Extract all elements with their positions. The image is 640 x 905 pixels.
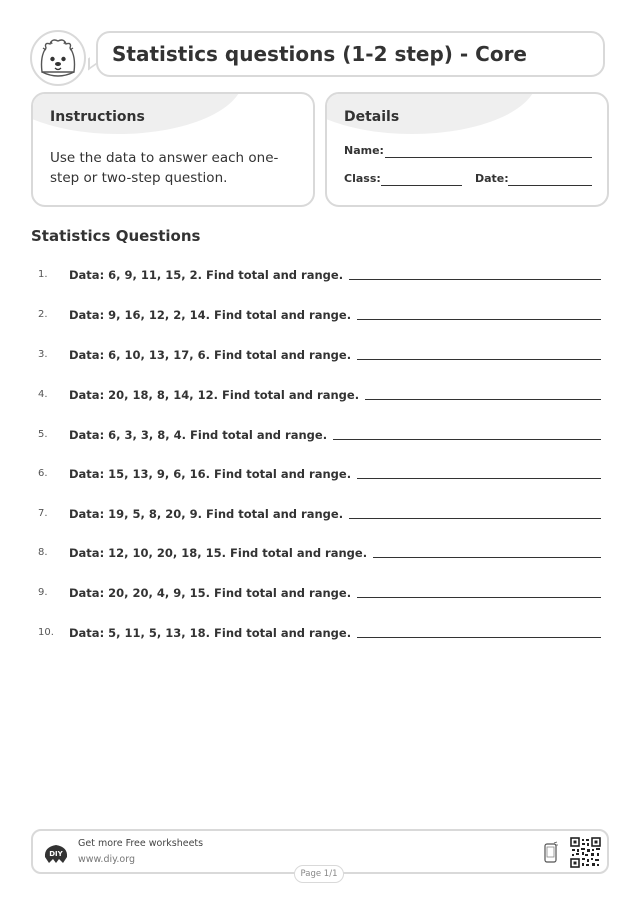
details-card bbox=[325, 92, 609, 207]
question-row bbox=[38, 425, 601, 443]
question-number: 5. bbox=[38, 429, 48, 440]
answer-line[interactable] bbox=[357, 597, 601, 598]
footer-title: Get more Free worksheets bbox=[78, 838, 204, 849]
qr-code-icon[interactable] bbox=[570, 837, 601, 868]
answer-line[interactable] bbox=[333, 439, 601, 440]
question-number: 10. bbox=[38, 627, 54, 638]
name-field[interactable] bbox=[385, 157, 592, 158]
answer-line[interactable] bbox=[357, 359, 601, 360]
question-text: Data: 6, 3, 3, 8, 4. Find total and range. bbox=[69, 428, 328, 442]
question-row bbox=[38, 504, 601, 522]
question-row bbox=[38, 345, 601, 363]
name-label: Name: bbox=[344, 144, 384, 157]
answer-line[interactable] bbox=[373, 557, 601, 558]
page-indicator: Page 1/1 bbox=[294, 865, 344, 883]
mascot-avatar bbox=[30, 30, 86, 86]
footer-url[interactable]: www.diy.org bbox=[78, 854, 135, 865]
yeti-mascot-icon bbox=[32, 32, 84, 84]
question-text: Data: 6, 10, 13, 17, 6. Find total and range. bbox=[69, 348, 352, 362]
date-field[interactable] bbox=[508, 185, 592, 186]
details-heading: Details bbox=[344, 109, 400, 125]
class-field[interactable] bbox=[381, 185, 462, 186]
page-title: Statistics questions (1-2 step) - Core bbox=[112, 42, 527, 66]
answer-line[interactable] bbox=[357, 637, 601, 638]
answer-line[interactable] bbox=[349, 279, 601, 280]
question-row bbox=[38, 265, 601, 283]
answer-line[interactable] bbox=[357, 478, 601, 479]
question-text: Data: 12, 10, 20, 18, 15. Find total and range. bbox=[69, 546, 368, 560]
question-text: Data: 9, 16, 12, 2, 14. Find total and range. bbox=[69, 308, 352, 322]
question-number: 1. bbox=[38, 269, 48, 280]
question-text: Data: 6, 9, 11, 15, 2. Find total and range. bbox=[69, 268, 344, 282]
answer-line[interactable] bbox=[357, 319, 601, 320]
instructions-card bbox=[31, 92, 315, 207]
question-row bbox=[38, 543, 601, 561]
diy-logo-icon[interactable] bbox=[43, 841, 69, 865]
question-text: Data: 5, 11, 5, 13, 18. Find total and range. bbox=[69, 626, 352, 640]
question-row bbox=[38, 623, 601, 641]
phone-scan-icon bbox=[544, 841, 558, 863]
question-row bbox=[38, 464, 601, 482]
question-row bbox=[38, 305, 601, 323]
title-banner bbox=[96, 31, 605, 77]
instructions-text: Use the data to answer each one-step or two-step question. bbox=[50, 150, 279, 186]
class-label: Class: bbox=[344, 172, 381, 185]
question-text: Data: 20, 18, 8, 14, 12. Find total and range. bbox=[69, 388, 360, 402]
question-number: 2. bbox=[38, 309, 48, 320]
question-number: 8. bbox=[38, 547, 48, 558]
question-text: Data: 20, 20, 4, 9, 15. Find total and range. bbox=[69, 586, 352, 600]
question-text: Data: 19, 5, 8, 20, 9. Find total and range. bbox=[69, 507, 344, 521]
date-label: Date: bbox=[475, 172, 509, 185]
question-row bbox=[38, 583, 601, 601]
question-row bbox=[38, 385, 601, 403]
logo-text: DIY bbox=[49, 850, 63, 858]
question-number: 7. bbox=[38, 508, 48, 519]
question-number: 4. bbox=[38, 389, 48, 400]
answer-line[interactable] bbox=[365, 399, 601, 400]
instructions-heading: Instructions bbox=[50, 109, 145, 125]
question-number: 6. bbox=[38, 468, 48, 479]
answer-line[interactable] bbox=[349, 518, 601, 519]
section-title: Statistics Questions bbox=[31, 227, 201, 245]
question-text: Data: 15, 13, 9, 6, 16. Find total and range. bbox=[69, 467, 352, 481]
question-number: 3. bbox=[38, 349, 48, 360]
question-number: 9. bbox=[38, 587, 48, 598]
